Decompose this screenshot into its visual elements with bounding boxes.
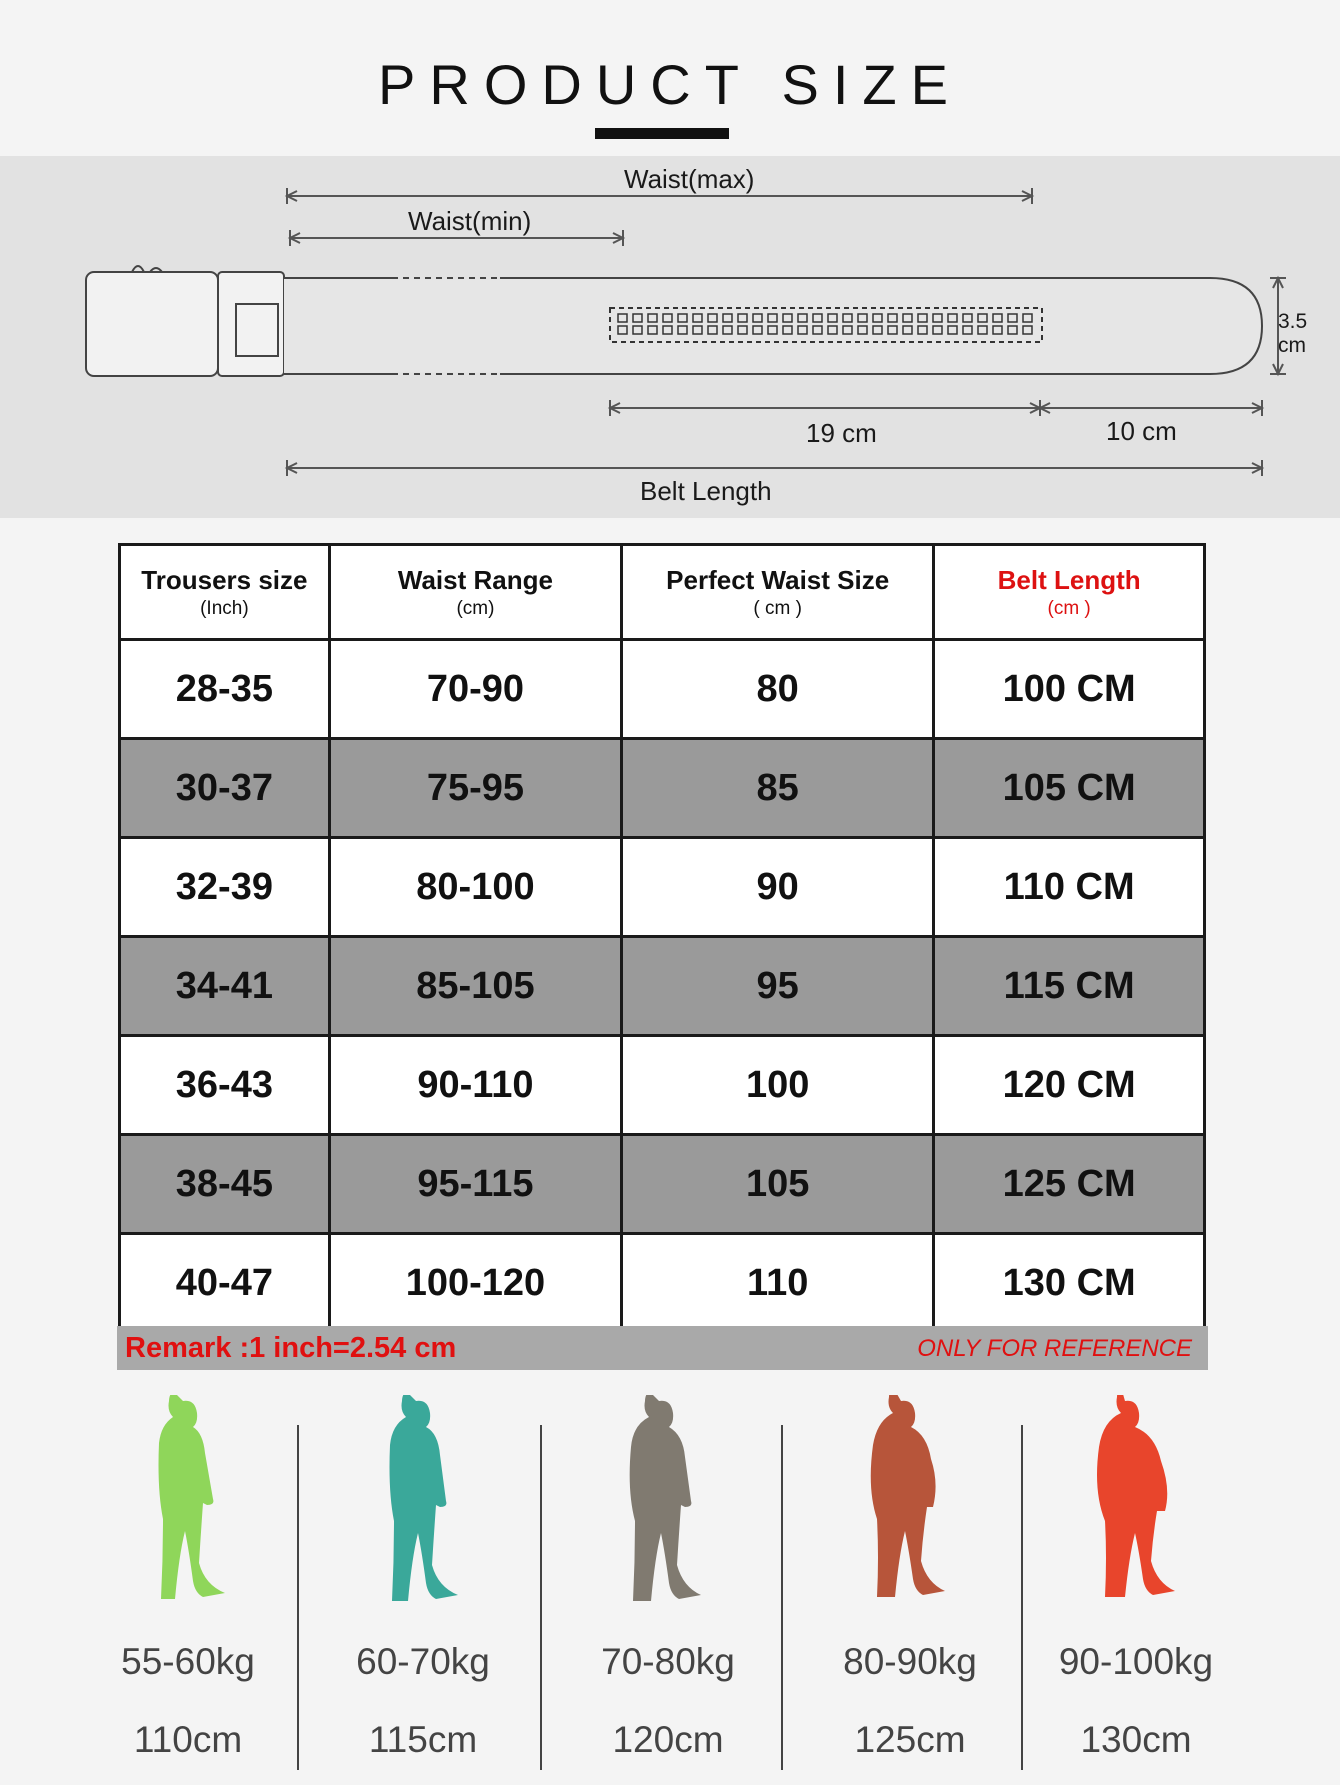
belt-size-label: 130cm <box>1080 1719 1192 1760</box>
table-row <box>120 739 1205 838</box>
header-waist-range: Waist Range (cm) <box>329 545 621 640</box>
reference-note: ONLY FOR REFERENCE <box>917 1335 1192 1362</box>
cell-trousers-size: 32-39 <box>120 838 330 937</box>
person-silhouette-icon <box>143 1395 233 1615</box>
cell-belt-length: 110 CM <box>934 838 1205 937</box>
cell-trousers-size: 28-35 <box>120 640 330 739</box>
cell-belt-length: 130 CM <box>934 1234 1205 1333</box>
person-silhouette-icon <box>865 1395 955 1615</box>
table-row <box>120 640 1205 739</box>
body-type-guide <box>0 1395 1340 1785</box>
cell-waist-range: 75-95 <box>329 739 621 838</box>
weight-label: 90-100kg <box>1058 1641 1214 1682</box>
belt-diagram <box>0 156 1340 518</box>
table-row <box>120 1135 1205 1234</box>
cell-waist-range: 70-90 <box>329 640 621 739</box>
table-row <box>120 1234 1205 1333</box>
table-row <box>120 1036 1205 1135</box>
cell-perfect-waist: 110 <box>622 1234 934 1333</box>
weight-label: 60-70kg <box>356 1641 490 1682</box>
cell-trousers-size: 30-37 <box>120 739 330 838</box>
waist-min-label: Waist(min) <box>408 206 532 236</box>
cell-waist-range: 85-105 <box>329 937 621 1036</box>
tip-length-label: 10 cm <box>1106 416 1177 446</box>
cell-belt-length: 100 CM <box>934 640 1205 739</box>
cell-trousers-size: 38-45 <box>120 1135 330 1234</box>
cell-trousers-size: 36-43 <box>120 1036 330 1135</box>
cell-perfect-waist: 85 <box>622 739 934 838</box>
cell-waist-range: 95-115 <box>329 1135 621 1234</box>
person-silhouette-icon <box>623 1395 713 1615</box>
hole-span-label: 19 cm <box>806 418 877 448</box>
cell-waist-range: 90-110 <box>329 1036 621 1135</box>
page-title: PRODUCT SIZE <box>378 53 962 116</box>
header-row <box>120 545 1205 640</box>
waist-max-label: Waist(max) <box>624 164 755 194</box>
belt-size-label: 125cm <box>854 1719 966 1760</box>
remark-bar <box>117 1326 1208 1370</box>
table-row <box>120 937 1205 1036</box>
figure-item <box>558 1395 778 1761</box>
cell-perfect-waist: 105 <box>622 1135 934 1234</box>
belt-size-label: 120cm <box>612 1719 724 1760</box>
cell-perfect-waist: 100 <box>622 1036 934 1135</box>
header-belt-length: Belt Length (cm ) <box>934 545 1205 640</box>
weight-label: 55-60kg <box>121 1641 255 1682</box>
cell-waist-range: 100-120 <box>329 1234 621 1333</box>
table-row <box>120 838 1205 937</box>
divider <box>1021 1425 1023 1770</box>
cell-belt-length: 125 CM <box>934 1135 1205 1234</box>
header-trousers-size: Trousers size (Inch) <box>120 545 330 640</box>
belt-drawing <box>0 156 1340 518</box>
belt-size-label: 110cm <box>133 1719 243 1760</box>
figure-item <box>800 1395 1020 1761</box>
cell-belt-length: 115 CM <box>934 937 1205 1036</box>
weight-label: 80-90kg <box>843 1641 977 1682</box>
width-label: 3.5 cm <box>1278 310 1308 357</box>
figure-item <box>313 1395 533 1761</box>
header-perfect-waist: Perfect Waist Size ( cm ) <box>622 545 934 640</box>
belt-size-label: 115cm <box>368 1719 478 1760</box>
person-silhouette-icon <box>378 1395 468 1615</box>
person-silhouette-icon <box>1091 1395 1181 1615</box>
figure-item <box>1026 1395 1246 1761</box>
cell-belt-length: 120 CM <box>934 1036 1205 1135</box>
cell-perfect-waist: 95 <box>622 937 934 1036</box>
remark-text: Remark :1 inch=2.54 cm <box>125 1332 457 1364</box>
divider <box>781 1425 783 1770</box>
cell-trousers-size: 34-41 <box>120 937 330 1036</box>
cell-waist-range: 80-100 <box>329 838 621 937</box>
belt-length-label: Belt Length <box>640 476 772 506</box>
cell-perfect-waist: 90 <box>622 838 934 937</box>
cell-trousers-size: 40-47 <box>120 1234 330 1333</box>
cell-belt-length: 105 CM <box>934 739 1205 838</box>
title-underline <box>595 128 729 139</box>
divider <box>540 1425 542 1770</box>
figure-item <box>78 1395 298 1761</box>
size-table <box>118 543 1206 1334</box>
weight-label: 70-80kg <box>601 1641 735 1682</box>
cell-perfect-waist: 80 <box>622 640 934 739</box>
